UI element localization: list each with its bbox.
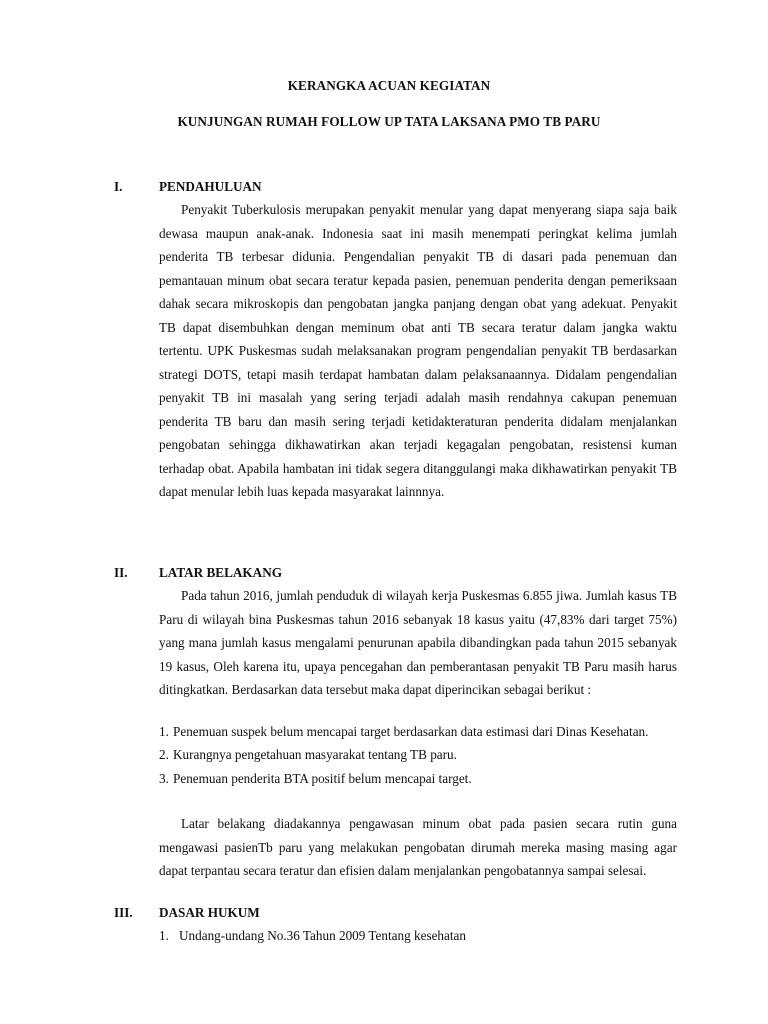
list-item-text: Undang-undang No.36 Tahun 2009 Tentang kesehatan [179, 928, 466, 943]
list-item-text: Kurangnya pengetahuan masyarakat tentang TB paru. [173, 747, 457, 763]
section-2-number: II. [114, 565, 128, 580]
section-3-list [159, 924, 677, 947]
list-item-number: 1. [159, 928, 169, 943]
list-item-number: 2. [159, 747, 169, 763]
list-item [159, 767, 677, 790]
section-3-heading: DASAR HUKUM [159, 905, 260, 920]
section-2-heading: LATAR BELAKANG [159, 565, 282, 580]
section-2-paragraph: Pada tahun 2016, jumlah penduduk di wilayah kerja Puskesmas 6.855 jiwa. Jumlah kasus TB Paru di wilayah bina Puskesmas tahun 2016 sebanyak 18 kasus yaitu (47,83% dari target 75%) yang mana jumlah kasus mengalami penurunan apabila dibandingkan pada tahun 2015 sebanyak 19 kasus, Oleh karena itu, upaya pencegahan dan pemberantasan penyakit TB Paru masih harus ditingkatkan. Berdasarkan data tersebut maka dapat diperincikan sebagai berikut : [159, 588, 677, 697]
section-3-number: III. [114, 905, 133, 920]
list-item [159, 743, 677, 766]
section-2-list [159, 720, 677, 790]
list-item-number: 3. [159, 770, 169, 786]
section-1-number: I. [114, 179, 123, 194]
list-item [159, 924, 677, 947]
section-2-paragraph-2: Latar belakang diadakannya pengawasan minum obat pada pasien secara rutin guna mengawasi pasienTb paru yang melakukan pengobatan dirumah mereka masing masing agar dapat terpantau secara teratur dan efisien dalam menjalankan pengobatannya sampai selesai. [159, 816, 677, 878]
document-subtitle: KUNJUNGAN RUMAH FOLLOW UP TATA LAKSANA PMO TB PARU [177, 114, 601, 129]
list-item-text: Penemuan suspek belum mencapai target berdasarkan data estimasi dari Dinas Kesehatan. [173, 724, 649, 739]
document-title: KERANGKA ACUAN KEGIATAN [287, 78, 491, 93]
section-1-heading: PENDAHULUAN [159, 179, 262, 194]
list-item-number: 1. [159, 724, 169, 739]
list-item [159, 720, 677, 743]
list-item-text: Penemuan penderita BTA positif belum mencapai target. [173, 770, 472, 786]
section-1-paragraph: Penyakit Tuberkulosis merupakan penyakit menular yang dapat menyerang siapa saja baik dewasa maupun anak-anak. Indonesia saat ini masih menempati peringkat kelima jumlah penderita TB terbesar didunia. Pengendalian penyakit TB di dasari pada penemuan dan pemantauan minum obat secara teratur kepada pasien, penemuan penderita dengan pemeriksaan dahak secara mikroskopis dan pengobatan jangka panjang dengan obat yang adekuat. Penyakit TB dapat disembuhkan dengan meminum obat anti TB secara teratur dalam jangka waktu tertentu. UPK Puskesmas sudah melaksanakan program pengendalian penyakit TB berdasarkan strategi DOTS, tetapi masih terdapat hambatan dalam pelaksanaannya. Didalam pengendalian penyakit TB ini masalah yang sering terjadi adalah masih rendahnya cakupan penemuan penderita TB baru dan masih sering terjadi ketidakteraturan penderita didalam menjalankan pengobatan sehingga dikhawatirkan akan terjadi kegagalan pengobatan, resistensi kuman terhadap obat. Apabila hambatan ini tidak segera ditanggulangi maka dikhawatirkan penyakit TB dapat menular lebih luas kepada masyarakat lainnnya. [159, 202, 677, 499]
